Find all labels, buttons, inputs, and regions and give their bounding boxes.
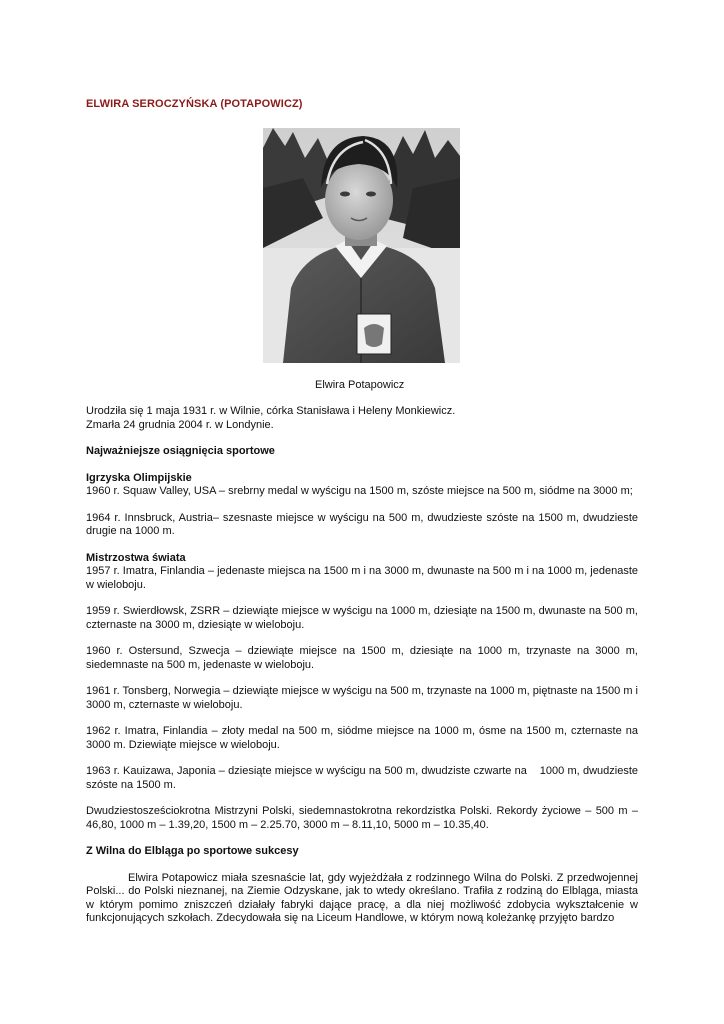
portrait-image <box>263 128 460 363</box>
world-heading: Mistrzostwa świata <box>86 551 186 564</box>
world-item: 1959 r. Swierdłowsk, ZSRR – dziewiąte miejsce w wyścigu na 1000 m, dziesiąte na 1500 m, dwunaste na 500 m, czternaste na 3000 m, dziesiąte w wieloboju. <box>86 605 638 631</box>
section2-heading: Z Wilna do Elbląga po sportowe sukcesy <box>86 845 299 857</box>
olympics-item: 1960 r. Squaw Valley, USA – srebrny medal w wyścigu na 1500 m, szóste miejsce na 500 m, siódme na 3000 m; <box>86 485 633 497</box>
document-body <box>86 405 642 926</box>
world-item: 1960 r. Ostersund, Szwecja – dziewiąte miejsce na 1500 m, dziesiąte na 1000 m, trzynaste na 3000 m, siedemnaste na 500 m, jedenaste w wieloboju. <box>86 645 638 671</box>
section2-paragraph: Elwira Potapowicz miała szesnaście lat, gdy wyjeżdżała z rodzinnego Wilna do Polski. Z przedwojennej Polski... do Polski nieznanej, na Ziemie Odzyskane, jak to wtedy określano. Trafiła z rodziną do Elbląga, miasta w którym pomimo zniszczeń działały fabryki dające pracę, a dla niej możliwość zdobycia wykształcenie w funkcjonujących szkołach. Zdecydowała się na Liceum Handlowe, w którym nową koleżankę przyjęto bardzo <box>86 871 638 924</box>
olympics-heading: Igrzyska Olimpijskie <box>86 471 192 484</box>
bio-died: Zmarła 24 grudnia 2004 r. w Londynie. <box>86 418 274 431</box>
world-item: 1957 r. Imatra, Finlandia – jedenaste miejsca na 1500 m i na 3000 m, dwunaste na 500 m i na 1000 m, jedenaste w wieloboju. <box>86 565 638 591</box>
world-item: 1961 r. Tonsberg, Norwegia – dziewiąte miejsce w wyścigu na 500 m, trzynaste na 1000 m, piętnaste na 1500 m i 3000 m, czternaste w wieloboju. <box>86 685 638 711</box>
bio-born: Urodziła się 1 maja 1931 r. w Wilnie, córka Stanisława i Heleny Monkiewicz. <box>86 405 456 417</box>
page-title: ELWIRA SEROCZYŃSKA (POTAPOWICZ) <box>86 98 303 110</box>
photo-caption: Elwira Potapowicz <box>315 379 405 391</box>
world-item: 1963 r. Kauizawa, Japonia – dziesiąte miejsce w wyścigu na 500 m, dwudziste czwarte na 1000 m, dwudzieste szóste na 1500 m. <box>86 765 642 791</box>
records-paragraph: Dwudziestosześciokrotna Mistrzyni Polski, siedemnastokrotna rekordzistka Polski. Rekordy życiowe – 500 m – 46,80, 1000 m – 1.39,20, 1500 m – 2.25.70, 3000 m – 8.11,10, 5000 m – 10.35,40. <box>86 805 638 831</box>
portrait-photo <box>263 128 460 363</box>
olympics-item: 1964 r. Innsbruck, Austria– szesnaste miejsce w wyścigu na 500 m, dwudzieste szóste na 1500 m, dwudzieste drugie na 1000 m. <box>86 511 638 537</box>
world-item: 1962 r. Imatra, Finlandia – złoty medal na 500 m, siódme miejsce na 1000 m, ósme na 1500 m, czternaste na 3000 m. Dziewiąte miejsce w wieloboju. <box>86 725 638 751</box>
achievements-heading: Najważniejsze osiągnięcia sportowe <box>86 445 275 457</box>
